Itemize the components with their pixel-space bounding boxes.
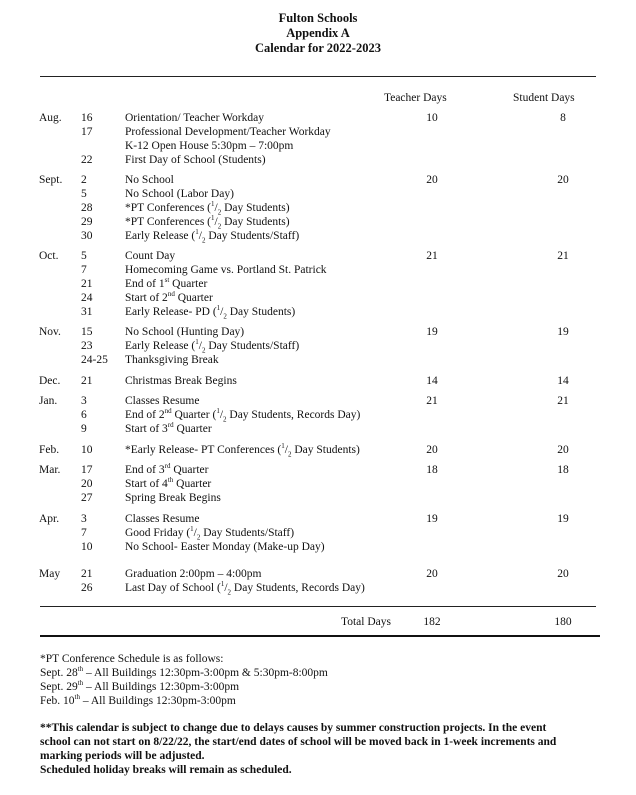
event-day: 2 [81, 174, 87, 186]
student-days-value: 19 [557, 513, 569, 525]
pt-conference-schedule [40, 652, 328, 708]
event-description: Professional Development/Teacher Workday [125, 126, 331, 138]
student-days-value: 19 [557, 326, 569, 338]
event-day: 24 [81, 292, 93, 304]
top-divider [40, 76, 596, 77]
student-days-value: 18 [557, 464, 569, 476]
calendar-row [0, 526, 636, 540]
event-description: No School (Hunting Day) [125, 326, 245, 338]
event-day: 17 [81, 126, 93, 138]
calendar-row [0, 111, 636, 125]
student-days-header: Student Days [513, 92, 575, 104]
calendar-row [0, 305, 636, 319]
calendar-row [0, 477, 636, 491]
calendar-row [0, 339, 636, 353]
event-description: K-12 Open House 5:30pm – 7:00pm [125, 140, 294, 152]
month-label: Aug. [39, 112, 62, 124]
event-description: Thanksgiving Break [125, 354, 219, 366]
half-fraction: $^1/_2$ [211, 214, 222, 231]
event-day: 3 [81, 395, 87, 407]
month-label: Jan. [39, 395, 58, 407]
event-description: End of 1st Quarter [125, 276, 208, 290]
pt-schedule-title: *PT Conference Schedule is as follows: [40, 653, 224, 665]
month-label: Nov. [39, 326, 61, 338]
note-line: marking periods will be adjusted. [40, 750, 205, 762]
event-description: No School [125, 174, 174, 186]
calendar-row [0, 353, 636, 367]
teacher-days-value: 14 [426, 375, 438, 387]
event-day: 7 [81, 264, 87, 276]
half-fraction: $^1/_2$ [281, 442, 292, 459]
month-block [0, 325, 636, 367]
month-label: Sept. [39, 174, 63, 186]
half-fraction: $^1/_2$ [220, 580, 232, 597]
month-block [0, 374, 636, 388]
calendar-row [0, 201, 636, 215]
calendar-row [0, 581, 636, 595]
calendar-row [0, 229, 636, 243]
student-days-value: 21 [557, 250, 569, 262]
calendar-row [0, 215, 636, 229]
calendar-row [0, 540, 636, 554]
event-description: *PT Conferences ($^1/_2$ Day Students) [125, 200, 290, 217]
note-line: **This calendar is subject to change due to delays causes by summer construction projects. In the event [40, 722, 547, 734]
month-block [0, 394, 636, 436]
calendar-row [0, 249, 636, 263]
month-label: May [39, 568, 61, 580]
teacher-days-value: 20 [426, 444, 438, 456]
teacher-days-value: 18 [426, 464, 438, 476]
pt-schedule-line: Sept. 29th – All Buildings 12:30pm-3:00pm [40, 679, 240, 693]
event-day: 30 [81, 230, 93, 242]
calendar-row [0, 567, 636, 581]
month-label: Oct. [39, 250, 59, 262]
teacher-days-header: Teacher Days [384, 92, 447, 104]
half-fraction: $^1/_2$ [195, 228, 206, 245]
pt-schedule-line: Feb. 10th – All Buildings 12:30pm-3:00pm [40, 693, 236, 707]
half-fraction: $^1/_2$ [195, 338, 206, 355]
calendar-row [0, 512, 636, 526]
student-days-value: 21 [557, 395, 569, 407]
event-day: 5 [81, 188, 87, 200]
half-fraction: $^1/_2$ [190, 525, 201, 542]
appendix-label: Appendix A [286, 26, 350, 40]
teacher-days-value: 21 [426, 395, 438, 407]
calendar-row [0, 408, 636, 422]
month-block [0, 512, 636, 554]
calendar-row [0, 139, 636, 153]
teacher-days-value: 19 [426, 513, 438, 525]
teacher-days-value: 21 [426, 250, 438, 262]
month-label: Feb. [39, 444, 60, 456]
event-description: Last Day of School ($^1/_2$ Day Students, Records Day) [125, 580, 365, 597]
event-description: Graduation 2:00pm – 4:00pm [125, 568, 262, 580]
month-block [0, 443, 636, 457]
totals-row [0, 615, 636, 629]
event-day: 21 [81, 375, 93, 387]
month-block [0, 567, 636, 595]
event-description: Early Release ($^1/_2$ Day Students/Staff) [125, 338, 300, 355]
note-line: school can not start on 8/22/22, the start/end dates of school will be moved back in 1-week increments and [40, 736, 557, 748]
document-header [0, 11, 636, 56]
event-description: No School- Easter Monday (Make-up Day) [125, 541, 325, 553]
teacher-days-value: 19 [426, 326, 438, 338]
event-day: 21 [81, 568, 93, 580]
calendar-row [0, 173, 636, 187]
month-label: Mar. [39, 464, 61, 476]
event-day: 29 [81, 216, 93, 228]
event-description: Count Day [125, 250, 176, 262]
bottom-divider [40, 635, 600, 637]
calendar-row [0, 374, 636, 388]
teacher-days-value: 20 [426, 174, 438, 186]
event-description: *Early Release- PT Conferences ($^1/_2$ Day Students) [125, 442, 360, 459]
calendar-row [0, 443, 636, 457]
calendar-row [0, 153, 636, 167]
half-fraction: $^1/_2$ [216, 304, 227, 321]
event-day: 10 [81, 444, 93, 456]
event-day: 17 [81, 464, 93, 476]
event-description: Early Release- PD ($^1/_2$ Day Students) [125, 304, 296, 321]
event-description: Orientation/ Teacher Workday [125, 112, 264, 124]
event-day: 6 [81, 409, 87, 421]
note-line: Scheduled holiday breaks will remain as scheduled. [40, 764, 292, 776]
month-label: Apr. [39, 513, 60, 525]
event-day: 5 [81, 250, 87, 262]
event-description: No School (Labor Day) [125, 188, 234, 200]
event-description: Start of 3rd Quarter [125, 421, 212, 435]
event-description: Homecoming Game vs. Portland St. Patrick [125, 264, 327, 276]
calendar-row [0, 394, 636, 408]
event-description: Classes Resume [125, 395, 200, 407]
event-description: *PT Conferences ($^1/_2$ Day Students) [125, 214, 290, 231]
event-description: Christmas Break Begins [125, 375, 237, 387]
event-description: Start of 4th Quarter [125, 476, 212, 490]
event-day: 3 [81, 513, 87, 525]
month-label: Dec. [39, 375, 61, 387]
total-student-days: 180 [554, 616, 572, 628]
student-days-value: 20 [557, 444, 569, 456]
event-day: 24-25 [81, 354, 108, 366]
total-days-label: Total Days [341, 616, 391, 628]
calendar-row [0, 277, 636, 291]
event-description: Classes Resume [125, 513, 200, 525]
total-teacher-days: 182 [423, 616, 441, 628]
student-days-value: 20 [557, 568, 569, 580]
calendar-row [0, 422, 636, 436]
calendar-row [0, 463, 636, 477]
event-day: 31 [81, 306, 93, 318]
half-fraction: $^1/_2$ [211, 200, 222, 217]
event-description: Early Release ($^1/_2$ Day Students/Staff) [125, 228, 300, 245]
teacher-days-value: 10 [426, 112, 438, 124]
school-name: Fulton Schools [278, 11, 358, 25]
event-day: 28 [81, 202, 93, 214]
event-day: 27 [81, 492, 93, 504]
construction-note [40, 721, 600, 777]
event-description: Good Friday ($^1/_2$ Day Students/Staff) [125, 525, 295, 542]
event-day: 22 [81, 154, 93, 166]
event-day: 9 [81, 423, 87, 435]
student-days-value: 8 [560, 112, 566, 124]
calendar-row [0, 187, 636, 201]
event-description: Spring Break Begins [125, 492, 221, 504]
event-day: 20 [81, 478, 93, 490]
event-description: End of 2nd Quarter ($^1/_2$ Day Students, Records Day) [125, 407, 361, 424]
calendar-row [0, 263, 636, 277]
month-block [0, 173, 636, 243]
student-days-value: 20 [557, 174, 569, 186]
calendar-row [0, 325, 636, 339]
half-fraction: $^1/_2$ [216, 407, 227, 424]
event-day: 10 [81, 541, 93, 553]
event-day: 7 [81, 527, 87, 539]
student-days-value: 14 [557, 375, 569, 387]
calendar-row [0, 491, 636, 505]
event-day: 23 [81, 340, 93, 352]
event-description: Start of 2nd Quarter [125, 290, 213, 304]
totals-divider [40, 606, 596, 607]
month-block [0, 249, 636, 319]
event-day: 21 [81, 278, 93, 290]
event-day: 15 [81, 326, 93, 338]
event-day: 26 [81, 582, 93, 594]
calendar-row [0, 291, 636, 305]
event-description: End of 3rd Quarter [125, 462, 209, 476]
event-day: 16 [81, 112, 93, 124]
month-block [0, 111, 636, 167]
pt-schedule-line: Sept. 28th – All Buildings 12:30pm-3:00pm & 5:30pm-8:00pm [40, 665, 328, 679]
event-description: First Day of School (Students) [125, 154, 266, 166]
teacher-days-value: 20 [426, 568, 438, 580]
calendar-title: Calendar for 2022-2023 [255, 41, 381, 55]
month-block [0, 463, 636, 505]
calendar-row [0, 125, 636, 139]
